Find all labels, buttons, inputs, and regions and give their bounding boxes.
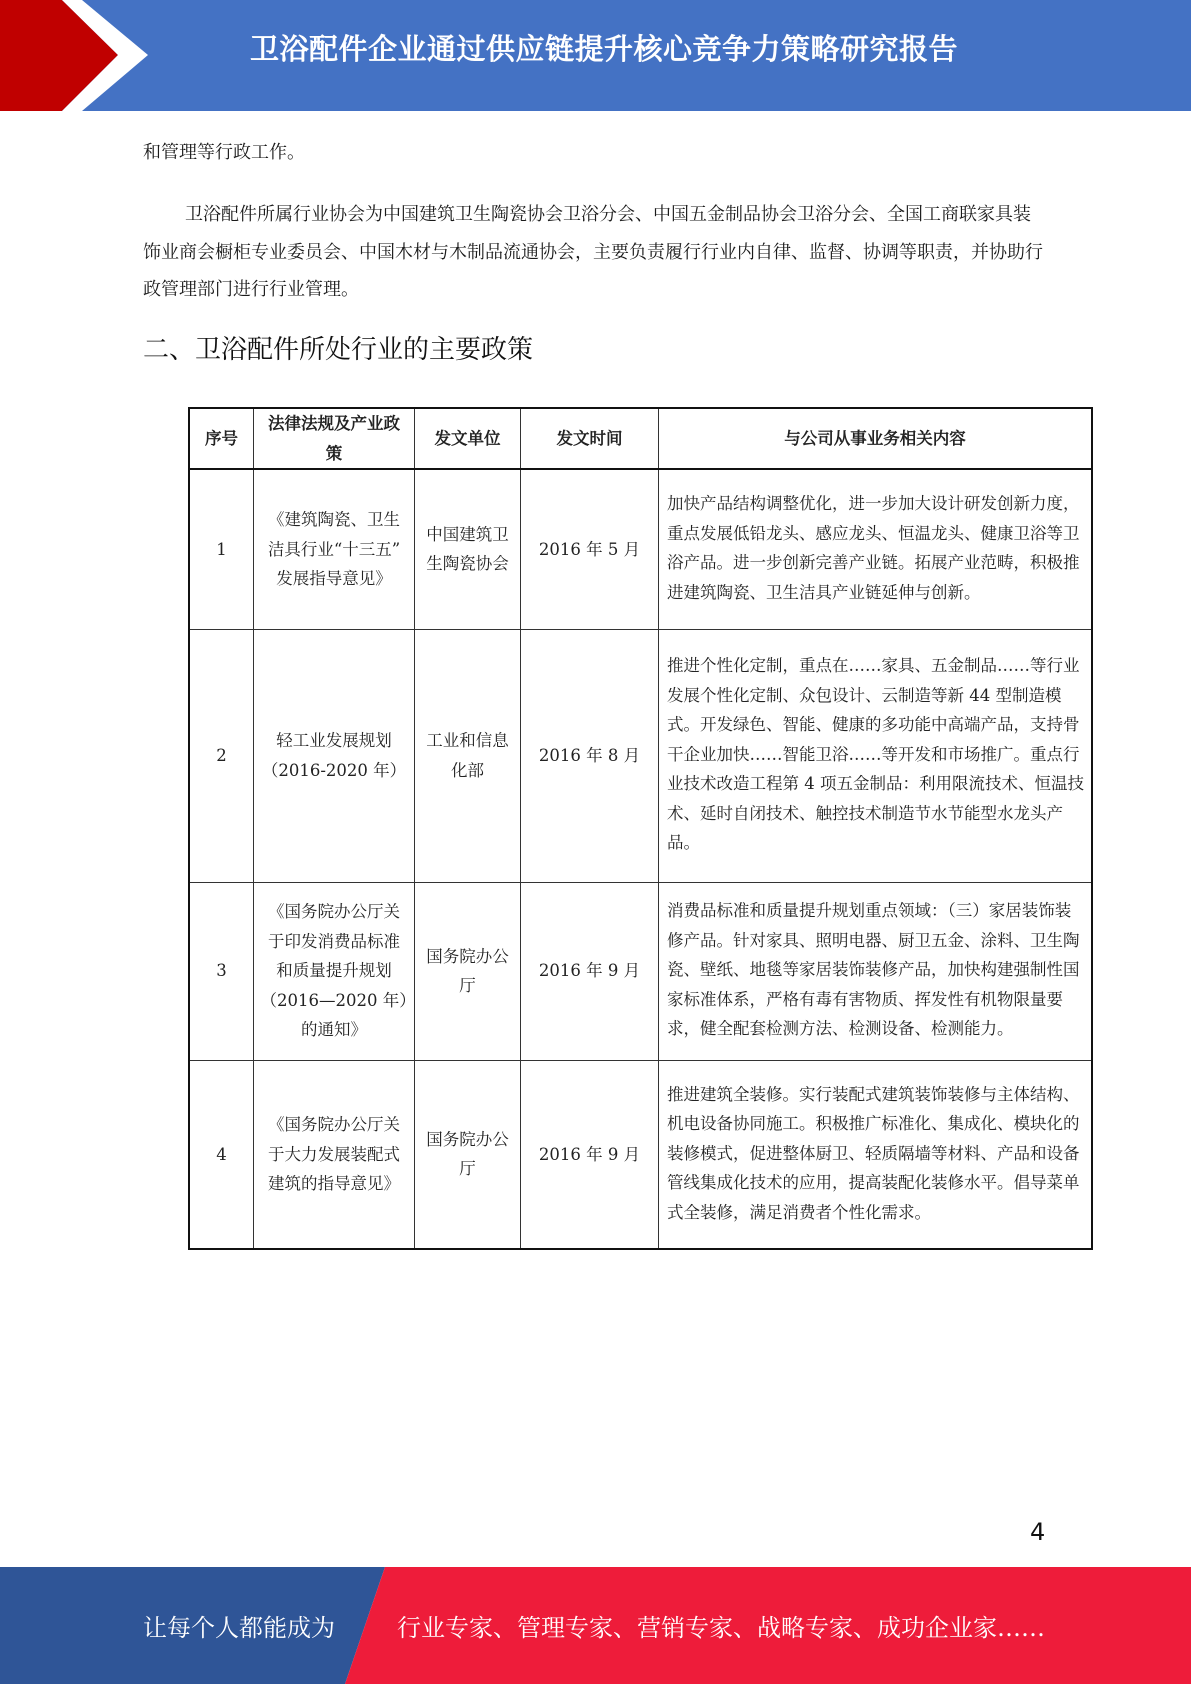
cell-no: 2: [189, 629, 254, 882]
cell-date: 2016 年 9 月: [521, 1060, 659, 1249]
page-footer: [0, 1567, 1191, 1684]
cell-content: 消费品标准和质量提升规划重点领域：（三）家居装饰装修产品。针对家具、照明电器、厨卫五金、涂料、卫生陶瓷、壁纸、地毯等家居装饰装修产品，加快构建强制性国家标准体系，严格有毒有害物质、挥发性有机物限量要求，健全配套检测方法、检测设备、检测能力。: [659, 882, 1093, 1060]
page-number: 4: [1030, 1518, 1046, 1546]
cell-no: 4: [189, 1060, 254, 1249]
cell-date: 2016 年 5 月: [521, 469, 659, 629]
cell-content: 推进个性化定制，重点在……家具、五金制品……等行业发展个性化定制、众包设计、云制造等新 44 型制造模式。开发绿色、智能、健康的多功能中高端产品，支持骨干企业加快……智能卫浴……等开发和市场推广。重点行业技术改造工程第 4 项五金制品：利用限流技术、恒温技术、延时自闭技术、触控技术制造节水节能型水龙头产品。: [659, 629, 1093, 882]
cell-no: 3: [189, 882, 254, 1060]
header-law: 法律法规及产业政策: [254, 408, 415, 469]
cell-law: 《国务院办公厅关于印发消费品标准和质量提升规划 （2016—2020 年）的通知》: [254, 882, 415, 1060]
cell-law: 轻工业发展规划（2016-2020 年）: [254, 629, 415, 882]
header-content: 与公司从事业务相关内容: [659, 408, 1093, 469]
cell-unit: 工业和信息化部: [415, 629, 521, 882]
footer-slogan-left: 让每个人都能成为: [143, 1614, 335, 1642]
paragraph-admin: 和管理等行政工作。: [143, 142, 305, 163]
cell-no: 1: [189, 469, 254, 629]
policy-table: [188, 407, 1093, 1250]
table-header-row: [189, 408, 1092, 469]
cell-date: 2016 年 9 月: [521, 882, 659, 1060]
cell-unit: 中国建筑卫生陶瓷协会: [415, 469, 521, 629]
cell-content: 推进建筑全装修。实行装配式建筑装饰装修与主体结构、机电设备协同施工。积极推广标准化、集成化、模块化的装修模式，促进整体厨卫、轻质隔墙等材料、产品和设备管线集成化技术的应用，提高装配化装修水平。倡导菜单式全装修，满足消费者个性化需求。: [659, 1060, 1093, 1249]
table-row: [189, 1060, 1092, 1249]
footer-slogan-right: 行业专家、管理专家、营销专家、战略专家、成功企业家……: [397, 1614, 1045, 1642]
header-unit: 发文单位: [415, 408, 521, 469]
header-no: 序号: [189, 408, 254, 469]
paragraph-associations: 卫浴配件所属行业协会为中国建筑卫生陶瓷协会卫浴分会、中国五金制品协会卫浴分会、全国工商联家具装饰业商会橱柜专业委员会、中国木材与木制品流通协会，主要负责履行行业内自律、监督、协调等职责，并协助行政管理部门进行行业管理。: [143, 204, 1043, 300]
page-header: [0, 0, 1191, 111]
cell-content: 加快产品结构调整优化，进一步加大设计研发创新力度，重点发展低铅龙头、感应龙头、恒温龙头、健康卫浴等卫浴产品。进一步创新完善产业链。拓展产业范畴，积极推进建筑陶瓷、卫生洁具产业链延伸与创新。: [659, 469, 1093, 629]
table-row: [189, 469, 1092, 629]
cell-date: 2016 年 8 月: [521, 629, 659, 882]
section-title: 二、卫浴配件所处行业的主要政策: [143, 335, 534, 365]
cell-law: 《国务院办公厅关于大力发展装配式建筑的指导意见》: [254, 1060, 415, 1249]
header-date: 发文时间: [521, 408, 659, 469]
table-row: [189, 629, 1092, 882]
table-row: [189, 882, 1092, 1060]
cell-unit: 国务院办公厅: [415, 882, 521, 1060]
cell-unit: 国务院办公厅: [415, 1060, 521, 1249]
header-title: 卫浴配件企业通过供应链提升核心竞争力策略研究报告: [250, 32, 959, 66]
cell-law: 《建筑陶瓷、卫生洁具行业“十三五” 发展指导意见》: [254, 469, 415, 629]
